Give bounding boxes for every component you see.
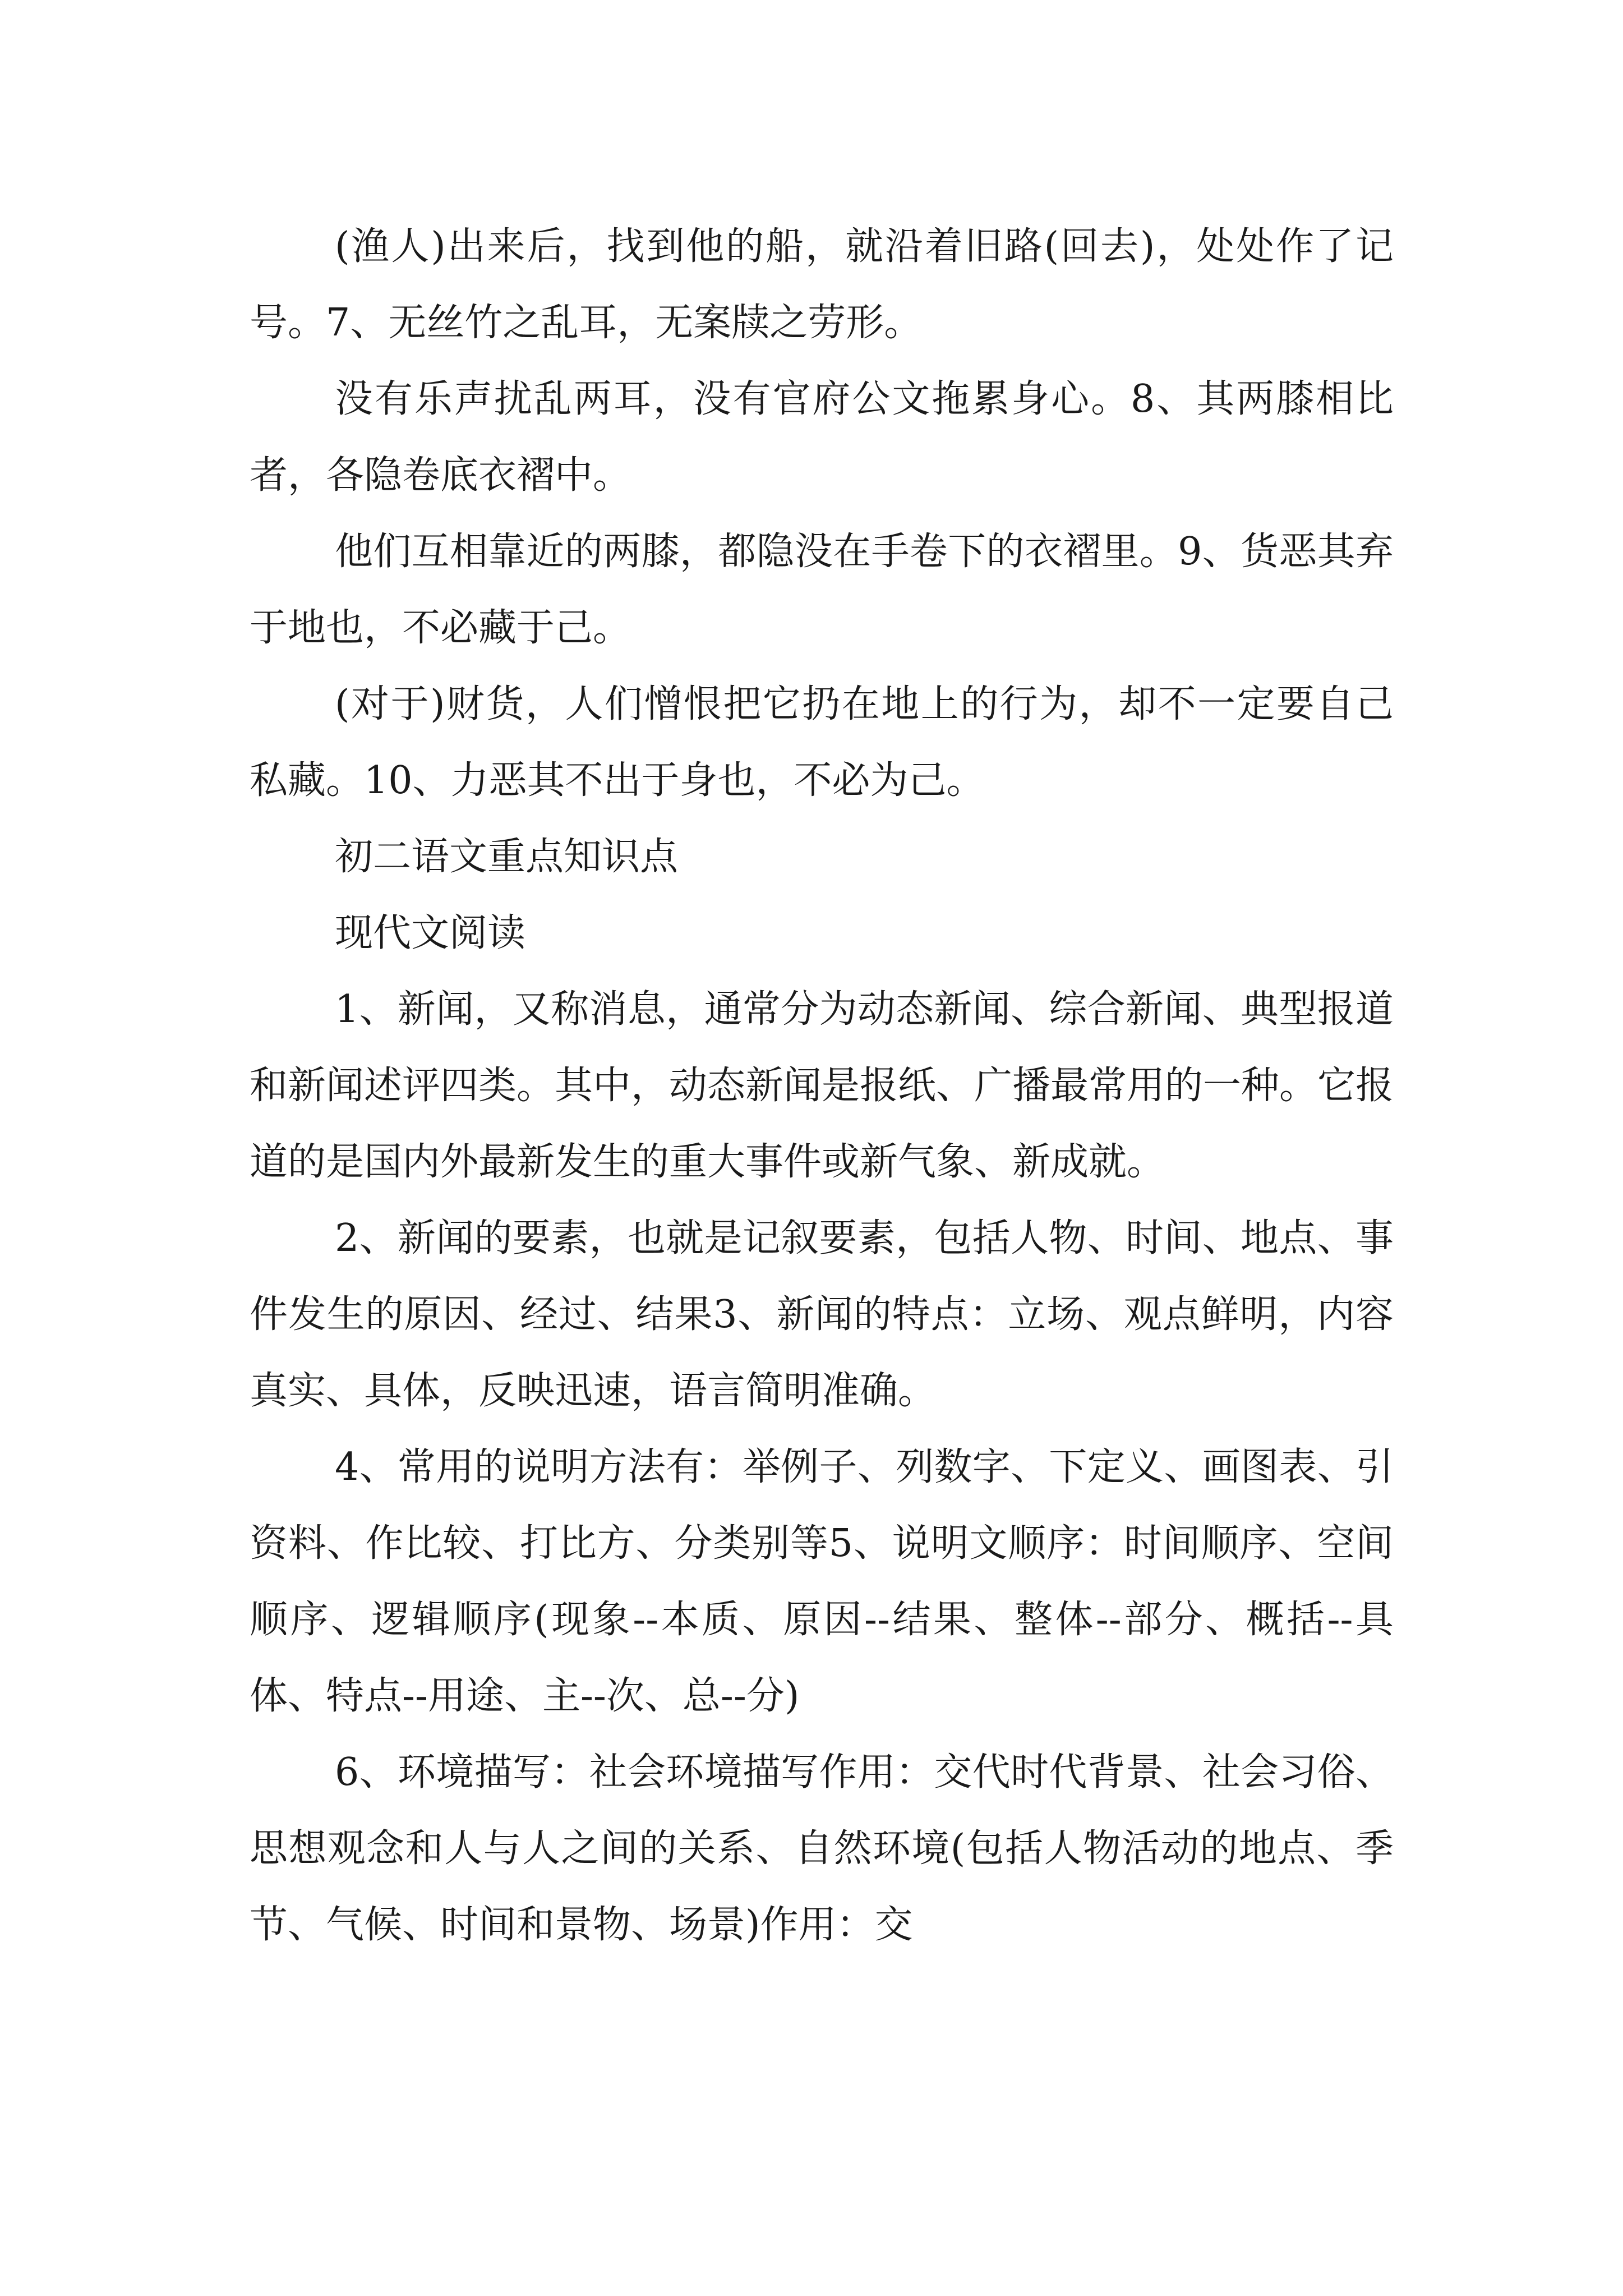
paragraph-environment: 6、环境描写：社会环境描写作用：交代时代背景、社会习俗、思想观念和人与人之间的关系、自然环境(包括人物活动的地点、季节、气候、时间和景物、场景)作用：交	[250, 1750, 1394, 1947]
paragraph-explanation-methods: 4、常用的说明方法有：举例子、列数字、下定义、画图表、引资料、作比较、打比方、分类别等5、说明文顺序：时间顺序、空间顺序、逻辑顺序(现象--本质、原因--结果、整体--部分、概括--具体、特点--用途、主--次、总--分)	[250, 1445, 1394, 1718]
document-body	[250, 209, 1394, 1963]
section-heading: 初二语文重点知识点	[335, 835, 679, 879]
paragraph-3: 他们互相靠近的两膝，都隐没在手卷下的衣褶里。9、货恶其弃于地也，不必藏于己。	[250, 530, 1394, 650]
paragraph-1: (渔人)出来后，找到他的船，就沿着旧路(回去)，处处作了记号。7、无丝竹之乱耳，无案牍之劳形。	[250, 224, 1394, 345]
paragraph-news: 1、新闻，又称消息，通常分为动态新闻、综合新闻、典型报道和新闻述评四类。其中，动态新闻是报纸、广播最常用的一种。它报道的是国内外最新发生的重大事件或新气象、新成就。	[250, 987, 1394, 1184]
subsection-heading: 现代文阅读	[335, 911, 526, 955]
paragraph-4: (对于)财货，人们憎恨把它扔在地上的行为，却不一定要自己私藏。10、力恶其不出于身也，不必为己。	[250, 682, 1394, 803]
paragraph-news-elements: 2、新闻的要素，也就是记叙要素，包括人物、时间、地点、事件发生的原因、经过、结果3、新闻的特点：立场、观点鲜明，内容真实、具体，反映迅速，语言简明准确。	[250, 1216, 1394, 1413]
paragraph-2: 没有乐声扰乱两耳，没有官府公文拖累身心。8、其两膝相比者，各隐卷底衣褶中。	[250, 377, 1394, 498]
